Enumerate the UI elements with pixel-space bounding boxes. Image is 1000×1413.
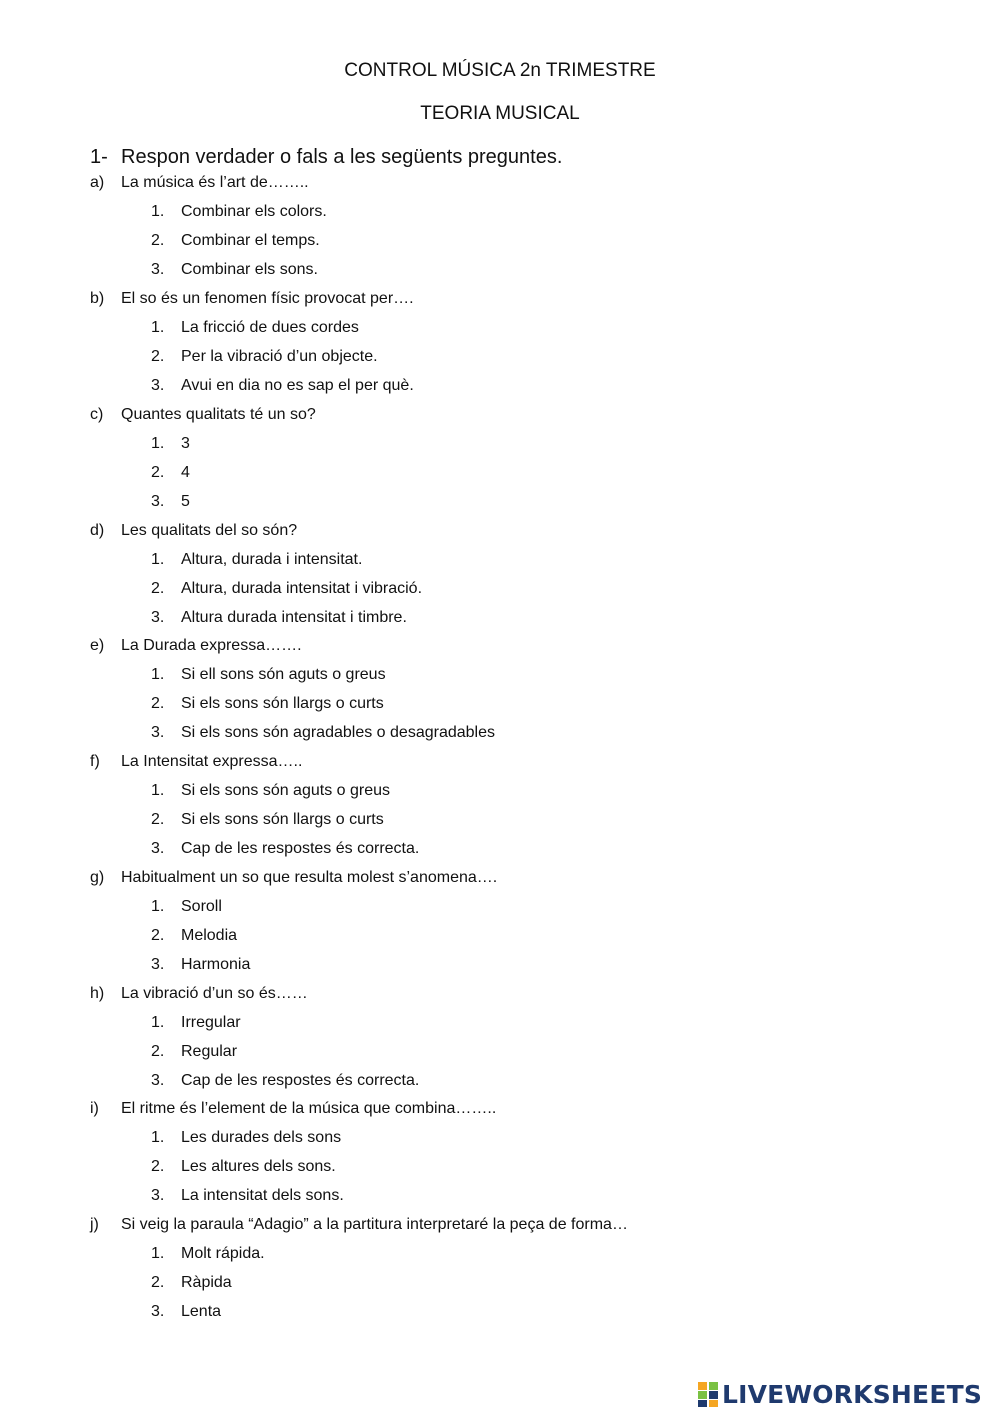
answer-option[interactable] [151,721,495,745]
liveworksheets-logo [697,1377,982,1411]
option-text: Les altures dels sons. [181,1158,336,1175]
option-text: Altura, durada i intensitat. [181,551,363,568]
option-text: Soroll [181,898,222,915]
question-text: La música és l’art de…….. [121,174,309,191]
option-text: Harmonia [181,956,251,973]
option-number: 3. [151,1072,165,1089]
answer-option[interactable] [151,1155,336,1179]
option-number: 3. [151,724,165,741]
option-text: Cap de les respostes és correcta. [181,840,420,857]
logo-text: LIVEWORKSHEETS [722,1379,983,1409]
option-text: Regular [181,1043,238,1060]
question-letter: c) [90,406,104,423]
option-number: 2. [151,811,165,828]
option-number: 3. [151,1303,165,1320]
answer-option[interactable] [151,1011,241,1035]
option-number: 2. [151,232,165,249]
answer-option[interactable] [151,953,250,977]
question-letter: g) [90,869,105,886]
answer-option[interactable] [151,1271,232,1295]
answer-option[interactable] [151,258,318,282]
question-text: La Intensitat expressa….. [121,753,303,770]
option-number: 2. [151,1274,165,1291]
question-text: Quantes qualitats té un so? [121,406,316,423]
option-number: 2. [151,580,165,597]
question-c [90,403,316,427]
option-number: 1. [151,666,165,683]
question-text: El ritme és l’element de la música que combina…….. [121,1100,497,1117]
question-letter: j) [90,1216,99,1233]
question-letter: e) [90,637,105,654]
option-text: Cap de les respostes és correcta. [181,1072,420,1089]
question-d [90,519,297,543]
answer-option[interactable] [151,924,237,948]
answer-option[interactable] [151,316,359,340]
option-number: 1. [151,551,165,568]
page-subtitle: TEORIA MUSICAL [420,103,580,124]
option-number: 1. [151,898,165,915]
option-text: Molt rápida. [181,1245,265,1262]
section-instruction: Respon verdader o fals a les següents preguntes. [121,146,563,168]
question-f [90,750,302,774]
option-text: Si ell sons són aguts o greus [181,666,386,683]
answer-option[interactable] [151,663,386,687]
section-heading [90,146,562,169]
answer-option[interactable] [151,374,414,398]
option-number: 3. [151,609,165,626]
option-number: 1. [151,1129,165,1146]
option-text: 5 [181,493,190,510]
option-number: 3. [151,956,165,973]
option-number: 1. [151,319,165,336]
question-letter: b) [90,290,105,307]
question-h [90,982,308,1006]
option-text: La intensitat dels sons. [181,1187,344,1204]
option-text: Altura durada intensitat i timbre. [181,609,407,626]
answer-option[interactable] [151,606,407,630]
option-number: 2. [151,1158,165,1175]
question-e [90,634,302,658]
option-text: Ràpida [181,1274,232,1291]
option-text: Lenta [181,1303,222,1320]
option-text: Si els sons són aguts o greus [181,782,391,799]
question-letter: i) [90,1100,99,1117]
question-text: Habitualment un so que resulta molest s’anomena…. [121,869,498,886]
question-g [90,866,497,890]
question-text: Si veig la paraula “Adagio” a la partitura interpretaré la peça de forma… [121,1216,628,1233]
option-text: 3 [181,435,190,452]
option-text: Melodia [181,927,238,944]
answer-option[interactable] [151,779,390,803]
option-number: 3. [151,261,165,278]
question-text: La Durada expressa……. [121,637,302,654]
option-number: 2. [151,927,165,944]
question-j [90,1213,628,1237]
question-i [90,1097,496,1121]
option-text: 4 [181,464,190,481]
option-text: Combinar els colors. [181,203,327,220]
question-text: Les qualitats del so són? [121,522,298,539]
option-number: 1. [151,782,165,799]
answer-option[interactable] [151,229,320,253]
answer-option[interactable] [151,837,419,861]
question-letter: a) [90,174,105,191]
answer-option[interactable] [151,432,190,456]
answer-option[interactable] [151,490,190,514]
answer-option[interactable] [151,548,362,572]
page-title: CONTROL MÚSICA 2n TRIMESTRE [344,60,656,81]
answer-option[interactable] [151,808,384,832]
liveworksheets-logo-icon [697,1380,719,1408]
answer-option[interactable] [151,1300,221,1324]
answer-option[interactable] [151,577,422,601]
question-letter: d) [90,522,105,539]
option-number: 3. [151,493,165,510]
option-number: 1. [151,203,165,220]
option-number: 2. [151,464,165,481]
option-number: 1. [151,1245,165,1262]
option-text: Si els sons són llargs o curts [181,811,384,828]
answer-option[interactable] [151,1069,419,1093]
option-number: 2. [151,1043,165,1060]
option-number: 2. [151,348,165,365]
option-text: Si els sons són llargs o curts [181,695,384,712]
option-number: 1. [151,1014,165,1031]
option-text: Altura, durada intensitat i vibració. [181,580,423,597]
option-text: Combinar el temps. [181,232,320,249]
option-number: 1. [151,435,165,452]
question-letter: f) [90,753,100,770]
answer-option[interactable] [151,200,327,224]
option-text: Per la vibració d’un objecte. [181,348,378,365]
option-text: La fricció de dues cordes [181,319,359,336]
option-number: 3. [151,840,165,857]
option-text: Si els sons són agradables o desagradables [181,724,495,741]
option-text: Les durades dels sons [181,1129,342,1146]
option-number: 3. [151,377,165,394]
answer-option[interactable] [151,345,378,369]
option-text: Avui en dia no es sap el per què. [181,377,414,394]
answer-option[interactable] [151,1184,344,1208]
answer-option[interactable] [151,1040,237,1064]
option-number: 2. [151,695,165,712]
section-number: 1- [90,146,108,168]
option-text: Combinar els sons. [181,261,318,278]
option-number: 3. [151,1187,165,1204]
option-text: Irregular [181,1014,241,1031]
answer-option[interactable] [151,692,384,716]
answer-option[interactable] [151,895,222,919]
question-b [90,287,414,311]
question-letter: h) [90,985,105,1002]
answer-option[interactable] [151,1126,341,1150]
question-text: La vibració d’un so és…… [121,985,308,1002]
answer-option[interactable] [151,1242,265,1266]
answer-option[interactable] [151,461,190,485]
question-text: El so és un fenomen físic provocat per…. [121,290,414,307]
question-a [90,171,309,195]
